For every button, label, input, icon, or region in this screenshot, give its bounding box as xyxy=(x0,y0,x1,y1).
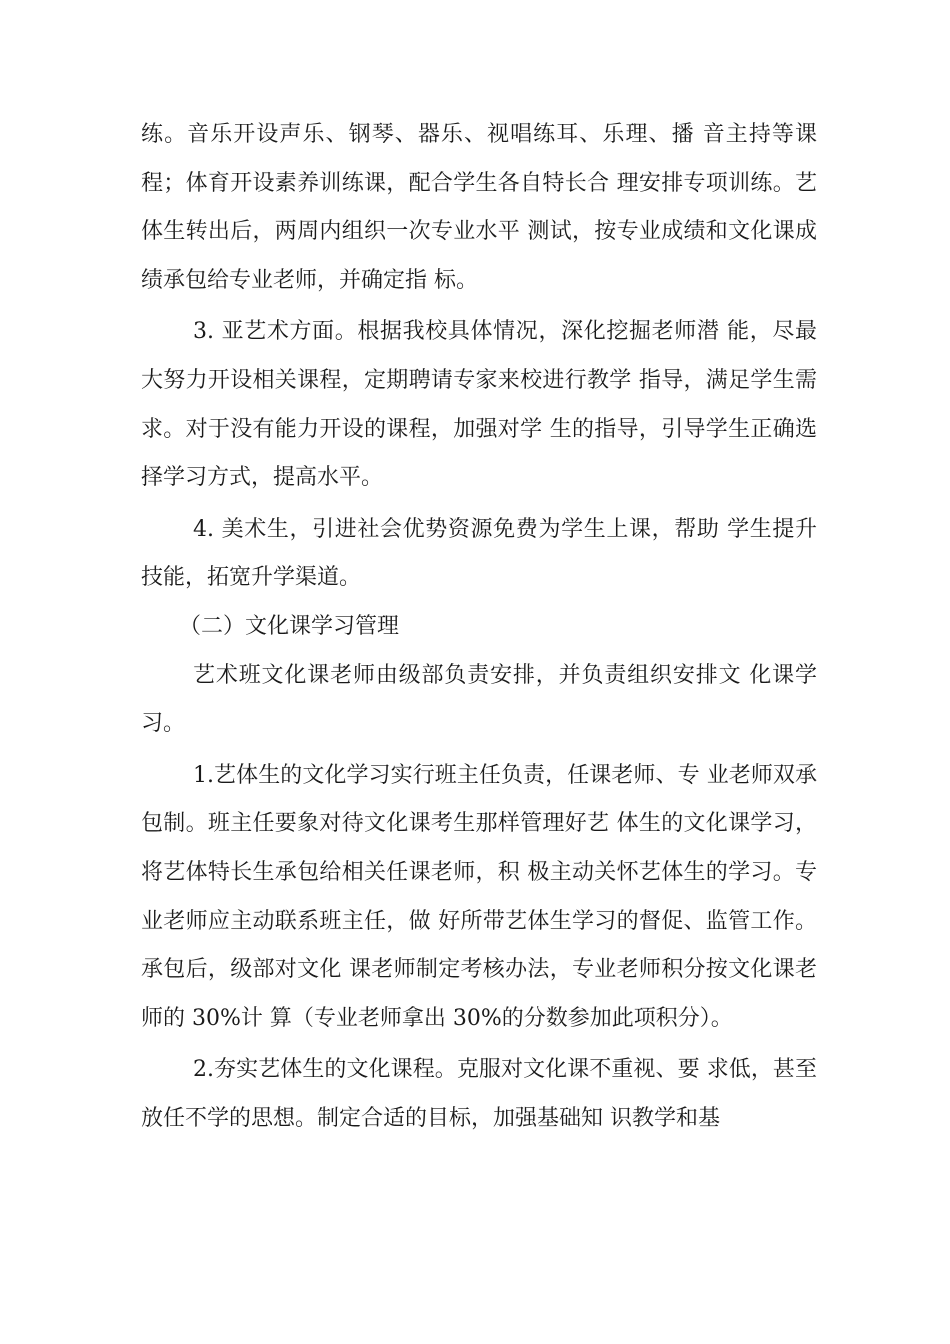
paragraph-intro: 艺术班文化课老师由级部负责安排，并负责组织安排文 化课学习。 xyxy=(141,662,817,737)
paragraph-item-4: 4. 美术生，引进社会优势资源免费为学生上课，帮助 学生提升技能，拓宽升学渠道。 xyxy=(141,516,817,591)
paragraph-item-3: 3. 亚艺术方面。根据我校具体情况，深化挖掘老师潜 能，尽最大努力开设相关课程，定期聘请专家来校进行教学 指导，满足学生需求。对于没有能力开设的课程，加强对学 生的指导，引导学生正确选择学习方式，提高水平。 xyxy=(141,319,817,491)
paragraph-item-2: 2.夯实艺体生的文化课程。克服对文化课不重视、要 求低，甚至放任不学的思想。制定合适的目标，加强基础知 识教学和基 xyxy=(141,1057,817,1131)
body-text xyxy=(141,111,817,1143)
paragraph-item-1: 1.艺体生的文化学习实行班主任负责，任课老师、专 业老师双承包制。班主任要象对待文化课考生那样管理好艺 体生的文化课学习，将艺体特长生承包给相关任课老师，积 极主动关怀艺体生的学习。专业老师应主动联系班主任，做 好所带艺体生学习的督促、监管工作。承包后，级部对文化 课老师制定考核办法，专业老师积分按文化课老师的 30%计 算（专业老师拿出 30%的分数参加此项积分）。 xyxy=(141,762,817,1031)
section-heading: （二）文化课学习管理 xyxy=(179,613,400,639)
paragraph-continuation: 练。音乐开设声乐、钢琴、器乐、视唱练耳、乐理、播 音主持等课程；体育开设素养训练课，配合学生各自特长合 理安排专项训练。艺体生转出后，两周内组织一次专业水平 测试，按专业成绩和文化课成绩承包给专业老师，并确定指 标。 xyxy=(141,122,817,293)
